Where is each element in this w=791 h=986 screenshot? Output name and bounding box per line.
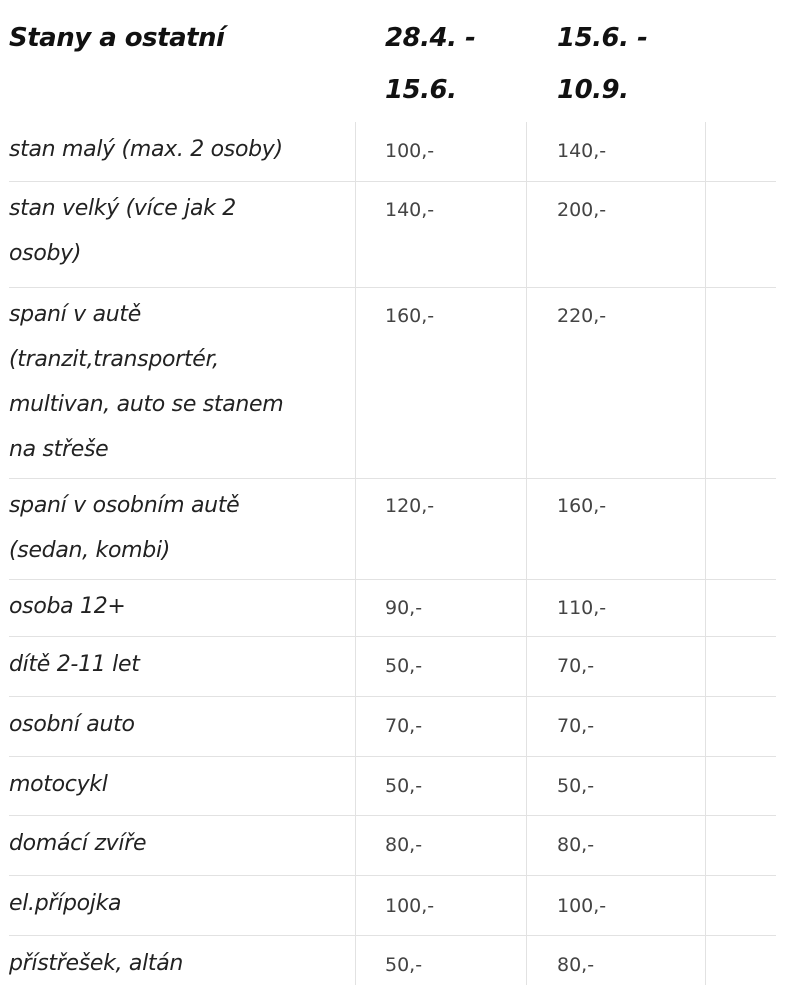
price-season-1: 140,-	[385, 199, 435, 221]
price-season-1: 70,-	[385, 715, 423, 737]
price-season-2: 70,-	[557, 715, 595, 737]
price-season-1: 90,-	[385, 597, 423, 619]
table-row	[9, 182, 776, 288]
table-row	[9, 876, 776, 936]
row-name: motocykl	[9, 772, 108, 797]
header-category: Stany a ostatní	[9, 23, 225, 53]
price-season-2: 160,-	[557, 495, 607, 517]
price-season-1: 100,-	[385, 895, 435, 917]
table-row	[9, 936, 776, 985]
table-row	[9, 580, 776, 637]
table-row	[9, 479, 776, 580]
price-season-1: 160,-	[385, 305, 435, 327]
price-season-1: 100,-	[385, 140, 435, 162]
row-name: domácí zvíře	[9, 831, 147, 856]
row-name: spaní v autě (tranzit,transportér, multivan, auto se stanem na střeše	[9, 302, 284, 462]
price-season-1: 50,-	[385, 655, 423, 677]
price-season-2: 140,-	[557, 140, 607, 162]
row-name: el.přípojka	[9, 891, 122, 916]
price-season-2: 110,-	[557, 597, 607, 619]
row-name: přístřešek, altán	[9, 951, 184, 976]
price-season-1: 120,-	[385, 495, 435, 517]
price-season-2: 50,-	[557, 775, 595, 797]
row-name: stan malý (max. 2 osoby)	[9, 137, 283, 162]
price-season-2: 70,-	[557, 655, 595, 677]
table-row	[9, 288, 776, 479]
row-name: osobní auto	[9, 712, 135, 737]
row-name: osoba 12+	[9, 594, 126, 619]
table-row	[9, 757, 776, 816]
row-name: stan velký (více jak 2 osoby)	[9, 196, 236, 266]
header-season-1: 28.4. - 15.6.	[385, 23, 476, 105]
price-season-1: 50,-	[385, 775, 423, 797]
price-season-2: 220,-	[557, 305, 607, 327]
price-season-1: 50,-	[385, 954, 423, 976]
price-season-2: 80,-	[557, 834, 595, 856]
table-row	[9, 697, 776, 757]
table-row	[9, 816, 776, 876]
table-row	[9, 122, 776, 182]
header-season-2: 15.6. - 10.9.	[557, 23, 648, 105]
price-season-2: 200,-	[557, 199, 607, 221]
price-season-2: 80,-	[557, 954, 595, 976]
table-row	[9, 637, 776, 697]
row-name: spaní v osobním autě (sedan, kombi)	[9, 493, 240, 563]
table-header	[0, 0, 791, 122]
price-season-1: 80,-	[385, 834, 423, 856]
row-name: dítě 2-11 let	[9, 652, 140, 677]
price-table	[0, 122, 791, 985]
price-season-2: 100,-	[557, 895, 607, 917]
